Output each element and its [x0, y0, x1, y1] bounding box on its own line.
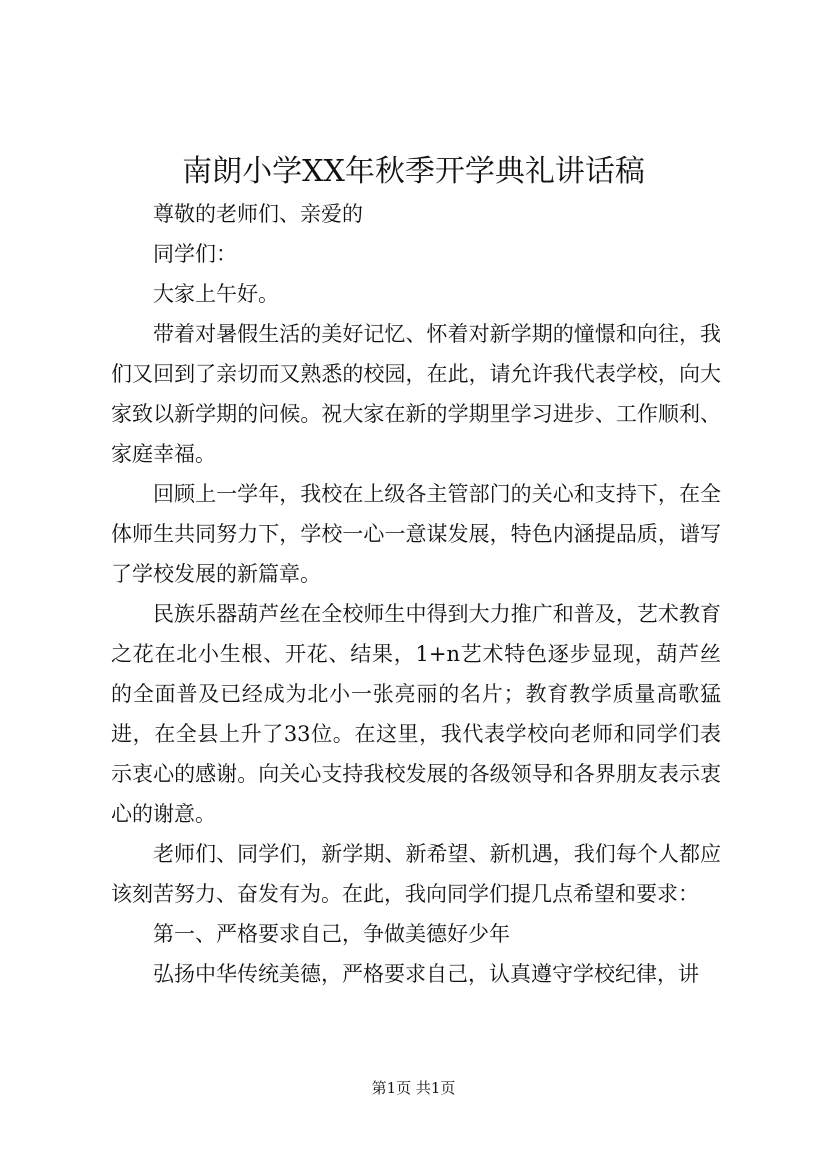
- paragraph-point-one: 第一、严格要求自己，争做美德好少年: [153, 922, 510, 946]
- paragraph-point-one-detail: 弘扬中华传统美德，严格要求自己，认真遵守学校纪律，讲: [153, 962, 699, 986]
- paragraph-intro: 带着对暑假生活的美好记忆、怀着对新学期的憧憬和向往，我们又回到了亲切而又熟悉的校园，在此，请允许我代表学校，向大家致以新学期的问候。祝大家在新的学期里学习进步、工作顺利、家庭幸福。: [111, 322, 721, 466]
- document-body: [111, 194, 721, 994]
- paragraph-greeting: 大家上午好。: [153, 282, 279, 306]
- page-footer: 第1页 共1页: [371, 1079, 456, 1097]
- paragraph-achievements: 民族乐器葫芦丝在全校师生中得到大力推广和普及，艺术教育之花在北小生根、开花、结果，1+n艺术特色逐步显现，葫芦丝的全面普及已经成为北小一张亮丽的名片；教育教学质量高歌猛进，在全县上升了33位。在这里，我代表学校向老师和同学们表示衷心的感谢。向关心支持我校发展的各级领导和各界朋友表示衷心的谢意。: [111, 602, 721, 826]
- paragraph-salutation-cont: 同学们：: [153, 242, 237, 266]
- paragraph-review: 回顾上一学年，我校在上级各主管部门的关心和支持下，在全体师生共同努力下，学校一心一意谋发展，特色内涵提品质，谱写了学校发展的新篇章。: [111, 482, 721, 586]
- document-title: 南朗小学XX年秋季开学典礼讲话稿: [182, 154, 645, 189]
- paragraph-salutation: 尊敬的老师们、亲爱的: [153, 202, 363, 226]
- paragraph-expectations: 老师们、同学们，新学期、新希望、新机遇，我们每个人都应该刻苦努力、奋发有为。在此，我向同学们提几点希望和要求：: [111, 842, 721, 906]
